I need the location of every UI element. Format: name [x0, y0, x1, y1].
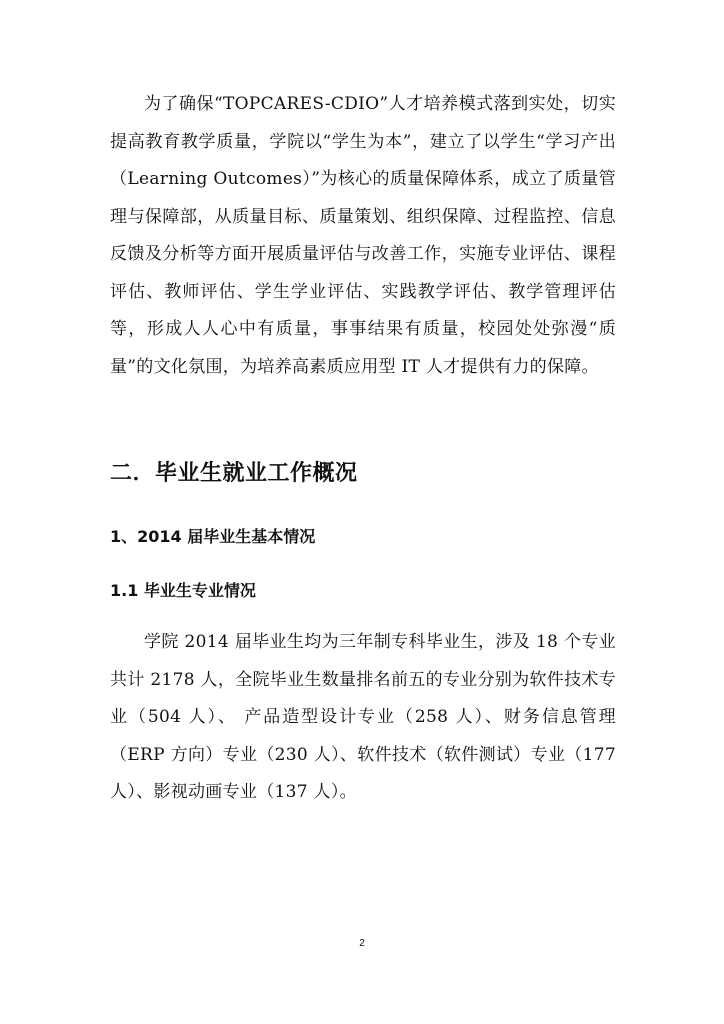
subsection-heading: 1、2014 届毕业生基本情况: [110, 527, 316, 546]
page-number: 2: [359, 938, 365, 949]
section-heading: 二．毕业生就业工作概况: [110, 461, 358, 486]
subsubsection-heading: 1.1 毕业生专业情况: [110, 581, 256, 600]
intro-paragraph: 为了确保“TOPCARES-CDIO”人才培养模式落到实处，切实提高教育教学质量，学院以“学生为本”，建立了以学生“学习产出（Learning Outcomes）”为核心的质量保障体系，成立了质量管理与保障部，从质量目标、质量策划、组织保障、过程监控、信息反馈及分析等方面开展质量评估与改善工作，实施专业评估、课程评估、教师评估、学生学业评估、实践教学评估、教学管理评估等，形成人人心中有质量，事事结果有质量，校园处处弥漫“质量”的文化氛围，为培养高素质应用型 IT 人才提供有力的保障。: [110, 94, 616, 377]
graduates-paragraph: 学院 2014 届毕业生均为三年制专科毕业生，涉及 18 个专业共计 2178 人，全院毕业生数量排名前五的专业分别为软件技术专业（504 人）、 产品造型设计专业（258 人）、财务信息管理（ERP 方向）专业（230 人）、软件技术（软件测试）专业（177 人）、影视动画专业（137 人）。: [110, 632, 616, 802]
